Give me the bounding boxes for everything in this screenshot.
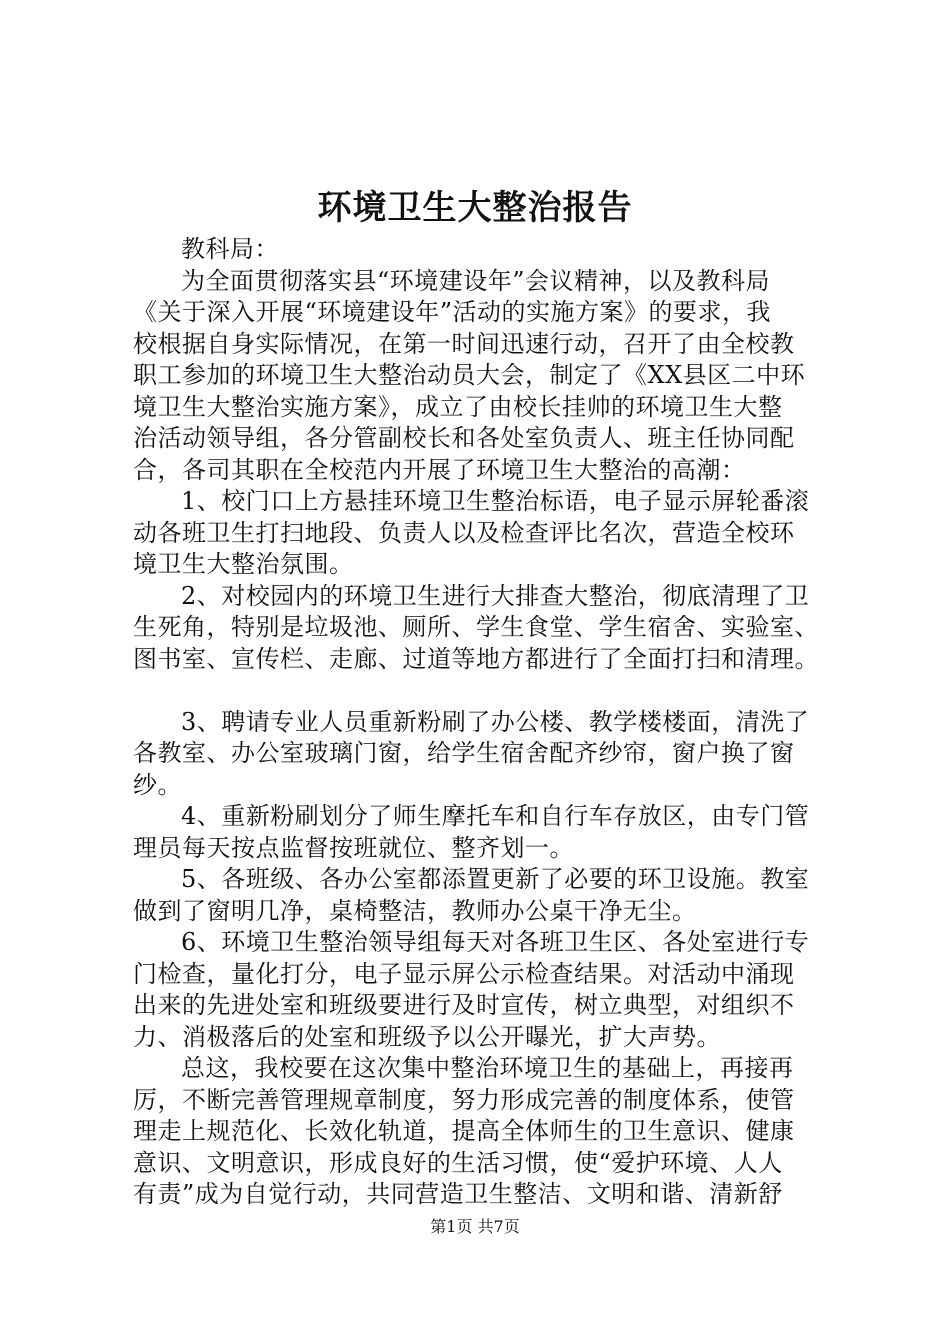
text-line: 5、各班级、各办公室都添置更新了必要的环卫设施。教室 <box>181 865 810 893</box>
text-line: 6、环境卫生整治领导组每天对各班卫生区、各处室进行专 <box>181 928 810 956</box>
text-line: 《关于深入开展“环境建设年”活动的实施方案》的要求，我 <box>133 298 772 326</box>
text-line: 出来的先进处室和班级要进行及时宣传，树立典型，对组织不 <box>133 991 795 1019</box>
text-line: 职工参加的环境卫生大整治动员大会，制定了《XX县区二中环 <box>133 361 806 389</box>
text-line: 4、重新粉刷划分了师生摩托车和自行车存放区，由专门管 <box>181 802 810 830</box>
text-line: 2、对校园内的环境卫生进行大排查大整治，彻底清理了卫 <box>181 581 810 610</box>
text-line: 门检查，量化打分，电子显示屏公示检查结果。对活动中涌现 <box>133 959 795 988</box>
text-line: 校根据自身实际情况，在第一时间迅速行动，召开了由全校教 <box>133 329 795 358</box>
text-line: 为全面贯彻落实县“环境建设年”会议精神，以及教科局 <box>181 266 771 295</box>
text-line: 1、校门口上方悬挂环境卫生整治标语，电子显示屏轮番滚 <box>181 487 810 515</box>
text-line: 意识、文明意识，形成良好的生活习惯，使“爱护环境、人人 <box>133 1148 783 1177</box>
text-line: 动各班卫生打扫地段、负责人以及检查评比名次，营造全校环 <box>133 518 795 547</box>
text-line: 各教室、办公室玻璃门窗，给学生宿舍配齐纱帘，窗户换了窗 <box>133 739 795 767</box>
text-line: 生死角，特别是垃圾池、厕所、学生食堂、学生宿舍、实验室、 <box>133 613 819 641</box>
text-line: 教科局： <box>181 235 279 263</box>
blank-line <box>133 675 833 707</box>
text-line: 理走上规范化、长效化轨道，提高全体师生的卫生意识、健康 <box>133 1117 795 1145</box>
text-line: 境卫生大整治氛围。 <box>133 550 354 578</box>
text-line: 总这，我校要在这次集中整治环境卫生的基础上，再接再 <box>181 1054 794 1082</box>
text-line: 治活动领导组，各分管副校长和各处室负责人、班主任协同配 <box>133 424 795 452</box>
text-line: 境卫生大整治实施方案》，成立了由校长挂帅的环境卫生大整 <box>133 392 783 421</box>
document-title: 环境卫生大整治报告 <box>317 188 633 228</box>
text-line: 做到了窗明几净，桌椅整洁，教师办公桌干净无尘。 <box>133 896 697 925</box>
text-line: 力、消极落后的处室和班级予以公开曝光，扩大声势。 <box>133 1022 721 1051</box>
text-line: 合，各司其职在全校范内开展了环境卫生大整治的高潮： <box>133 455 746 484</box>
text-line: 厉，不断完善管理规章制度，努力形成完善的制度体系，使管 <box>133 1085 795 1114</box>
document-body <box>133 234 833 1211</box>
text-line: 纱。 <box>133 770 182 799</box>
page-footer: 第1页 共7页 <box>430 1217 520 1236</box>
text-line: 图书室、宣传栏、走廊、过道等地方都进行了全面打扫和清理。 <box>133 644 819 673</box>
text-line: 有责”成为自觉行动，共同营造卫生整洁、文明和谐、清新舒 <box>133 1180 783 1208</box>
text-line: 3、聘请专业人员重新粉刷了办公楼、教学楼楼面，清洗了 <box>181 707 810 736</box>
text-line: 理员每天按点监督按班就位、整齐划一。 <box>133 833 574 862</box>
